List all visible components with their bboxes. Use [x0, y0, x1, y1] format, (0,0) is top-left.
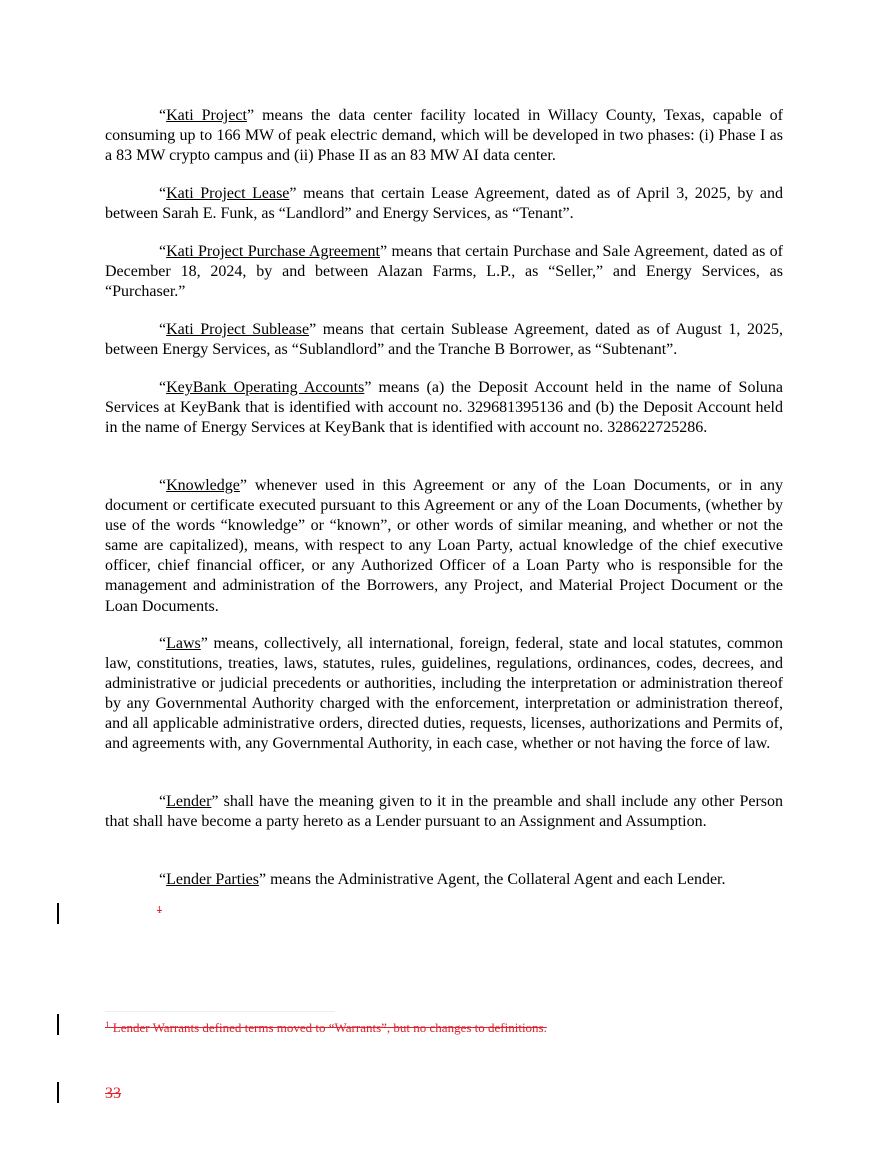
- defined-term: Kati Project Purchase Agreement: [166, 243, 381, 260]
- open-quote: “: [159, 185, 167, 202]
- footnote-number: 1: [105, 1020, 110, 1030]
- close-quote: ”: [289, 185, 297, 202]
- close-quote: ”: [258, 871, 267, 888]
- definition-body: means the data center facility located in Willacy County, Texas, capable of consuming up to 166 MW of peak electric demand, which will be developed in two phases: (i) Phase I as a 83 MW crypto campus and (ii) Phase II as an 83 MW AI data center.: [105, 107, 783, 165]
- open-quote: “: [159, 871, 167, 888]
- definition-body: means (a) the Deposit Account held in the name of Soluna Services at KeyBank that is identified with account no. 329681395136 and (b) the Deposit Account held in the name of Energy Services at KeyBank that is identified with account no. 328622725286.: [105, 379, 784, 437]
- defined-term: Laws: [166, 635, 201, 652]
- close-quote: ”: [239, 477, 247, 494]
- change-bar: [57, 1082, 59, 1103]
- definition-knowledge: [105, 476, 783, 617]
- defined-term: Kati Project Lease: [166, 185, 290, 202]
- open-quote: “: [159, 793, 167, 810]
- definition-body: shall have the meaning given to it in the preamble and shall include any other Person that shall have become a party hereto as a Lender pursuant to an Assignment and Assumption.: [105, 793, 783, 831]
- change-bar: [57, 903, 59, 924]
- definition-keybank-operating-accounts: [105, 378, 783, 438]
- definition-laws: [105, 634, 783, 755]
- definition-kati-project-lease: [105, 184, 783, 224]
- footnote-separator: [105, 1011, 335, 1012]
- close-quote: ”: [246, 107, 255, 124]
- definition-body: means that certain Lease Agreement, dated as of April 3, 2025, by and between Sarah E. Funk, as “Landlord” and Energy Services, as “Tenant”.: [105, 185, 784, 223]
- definition-body: means the Administrative Agent, the Collateral Agent and each Lender.: [266, 871, 726, 888]
- defined-term: Kati Project Sublease: [166, 321, 310, 338]
- defined-term: KeyBank Operating Accounts: [166, 379, 365, 396]
- open-quote: “: [159, 107, 167, 124]
- definition-kati-project: [105, 106, 783, 166]
- open-quote: “: [159, 243, 167, 260]
- defined-term: Knowledge: [166, 477, 240, 494]
- open-quote: “: [159, 635, 167, 652]
- definition-body: whenever used in this Agreement or any of the Loan Documents, or in any document or certificate executed pursuant to this Agreement or any of the Loan Documents, (whether by use of the words “knowledge” or “known”, or other words of similar meaning, and whether or not the same are capitalized), means, with respect to any Loan Party, actual knowledge of the chief executive officer, chief financial officer, or any Authorized Officer of a Loan Party who is responsible for the management and administration of the Borrowers, any Project, and Material Project Document or the Loan Documents.: [105, 477, 783, 615]
- deleted-footnote: [105, 1017, 547, 1036]
- defined-term: Kati Project: [166, 107, 247, 124]
- close-quote: ”: [364, 379, 372, 396]
- definition-lender-parties: [105, 870, 783, 890]
- definition-body: means that certain Sublease Agreement, dated as of August 1, 2025, between Energy Services, as “Sublandlord” and the Tranche B Borrower, as “Subtenant”.: [105, 321, 783, 359]
- footnote-text: Lender Warrants defined terms moved to “Warrants”, but no changes to definitions.: [109, 1020, 547, 1035]
- definition-kati-project-purchase-agreement: [105, 242, 783, 302]
- close-quote: ”: [309, 321, 317, 338]
- open-quote: “: [159, 321, 167, 338]
- deleted-footnote-reference: 1: [157, 905, 162, 916]
- definition-body: means, collectively, all international, foreign, federal, state and local statutes, common law, constitutions, treaties, laws, statutes, rules, guidelines, regulations, ordinances, codes, decrees, and administrative or judicial precedents or authorities, including the interpretation or administration thereof by any Governmental Authority charged with the enforcement, interpretation or administration thereof, and all applicable administrative orders, directed duties, requests, licenses, authorizations and Permits of, and agreements with, any Governmental Authority, in each case, whether or not having the force of law.: [105, 635, 783, 753]
- open-quote: “: [159, 477, 167, 494]
- open-quote: “: [159, 379, 167, 396]
- definition-kati-project-sublease: [105, 320, 783, 360]
- defined-term: Lender Parties: [166, 871, 259, 888]
- definition-lender: [105, 792, 783, 832]
- close-quote: ”: [200, 635, 208, 652]
- close-quote: ”: [380, 243, 388, 260]
- close-quote: ”: [211, 793, 219, 810]
- defined-term: Lender: [166, 793, 212, 810]
- change-bar: [57, 1014, 59, 1035]
- page-number: 33: [105, 1085, 121, 1102]
- definition-body: means that certain Purchase and Sale Agreement, dated as of December 18, 2024, by and between Alazan Farms, L.P., as “Seller,” and Energy Services, as “Purchaser.”: [105, 243, 784, 301]
